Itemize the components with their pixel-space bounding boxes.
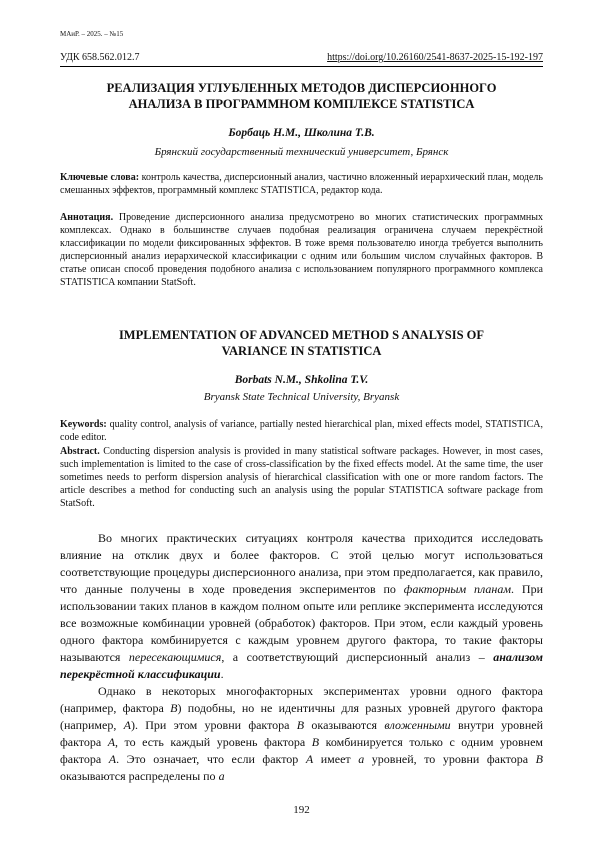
ru-abstract-label: Аннотация. — [60, 212, 113, 223]
ru-authors: Борбаць Н.М., Школина Т.В. — [60, 127, 543, 139]
ru-abstract-text: Проведение дисперсионного анализа предусмотрено во многих статистических программных комплексах. Однако в большинстве случаев подобная реализация ограничена случаем перекрёстной классификации по модели фиксированных эффектов. В тоже время пользователю иногда требуется выполнить дисперсионный анализ иерархической классификации с одним или большим числом случайных факторов. В статье описан способ проведения подобного анализа с использованием популярного программного комплекса STATISTICA компании StatSoft. — [60, 212, 543, 288]
doi-link[interactable]: https://doi.org/10.26160/2541-8637-2025-15-192-197 — [327, 52, 543, 63]
ru-affiliation: Брянский государственный технический университет, Брянск — [60, 146, 543, 158]
udc-code: УДК 658.562.012.7 — [60, 52, 140, 63]
ru-title-line-1: РЕАЛИЗАЦИЯ УГЛУБЛЕННЫХ МЕТОДОВ ДИСПЕРСИОННОГО — [60, 80, 543, 96]
body-paragraph-2: Однако в некоторых многофакторных экспериментах уровни одного фактора (например, фактора B) подобны, но не идентичны для разных уровней другого фактора (например, A). При этом уровни фактора B оказываются вложенными внутри уровней фактора A, то есть каждый уровень фактора B комбинируется только с одним уровнем фактора A. Это означает, что если фактор A имеет a уровней, то уровни фактора B оказываются распределены по a — [60, 683, 543, 785]
header-rule — [60, 66, 543, 67]
en-title-line-2: VARIANCE IN STATISTICA — [60, 343, 543, 359]
en-abstract-text: Conducting dispersion analysis is provided in many statistical software packages. However, in most cases, such implementation is limited to the case of cross-classification by the fixed effects model. At the same time, the user sometimes needs to perform dispersion analysis of hierarchical classification with one or more random factors. The article describes a method for conducting such an analysis using the popular STATISTICA software package from StatSoft. — [60, 446, 543, 509]
en-authors: Borbats N.M., Shkolina T.V. — [60, 374, 543, 386]
journal-issue: МАиР. – 2025. – №15 — [60, 30, 123, 38]
body-paragraph-1: Во многих практических ситуациях контроля качества приходится исследовать влияние на отклик двух и более факторов. С этой целью могут использоваться соответствующие процедуры дисперсионного анализа, при этом предполагается, как правило, что данные получены в ходе проведения экспериментов по факторным планам. При использовании таких планов в каждом полном опыте или реплике эксперимента исследуются все возможные комбинации уровней (обработок) факторов. При этом, если каждый уровень одного фактора комбинируется с каждым уровнем другого фактора, то такие факторы называются пересекающимися, а соответствующий дисперсионный анализ – анализом перекрёстной классификации. — [60, 530, 543, 683]
ru-keywords-label: Ключевые слова: — [60, 172, 139, 183]
en-title — [60, 327, 543, 359]
en-keywords — [60, 418, 543, 444]
ru-title-line-2: АНАЛИЗА В ПРОГРАММНОМ КОМПЛЕКСЕ STATISTICA — [60, 96, 543, 112]
en-keywords-label: Keywords: — [60, 419, 107, 430]
en-abstract — [60, 445, 543, 510]
en-affiliation: Bryansk State Technical University, Bryansk — [60, 391, 543, 403]
ru-keywords — [60, 171, 543, 197]
ru-abstract — [60, 211, 543, 289]
en-title-line-1: IMPLEMENTATION OF ADVANCED METHOD S ANALYSIS OF — [60, 327, 543, 343]
ru-keywords-text: контроль качества, дисперсионный анализ, частично вложенный иерархический план, модель смешанных эффектов, программный комплекс STATISTICA, редактор кода. — [60, 172, 543, 196]
page-number: 192 — [60, 804, 543, 816]
ru-title — [60, 80, 543, 112]
en-abstract-label: Abstract. — [60, 446, 100, 457]
article-body — [60, 530, 543, 785]
en-keywords-text: quality control, analysis of variance, partially nested hierarchical plan, mixed effects model, STATISTICA, code editor. — [60, 419, 543, 443]
